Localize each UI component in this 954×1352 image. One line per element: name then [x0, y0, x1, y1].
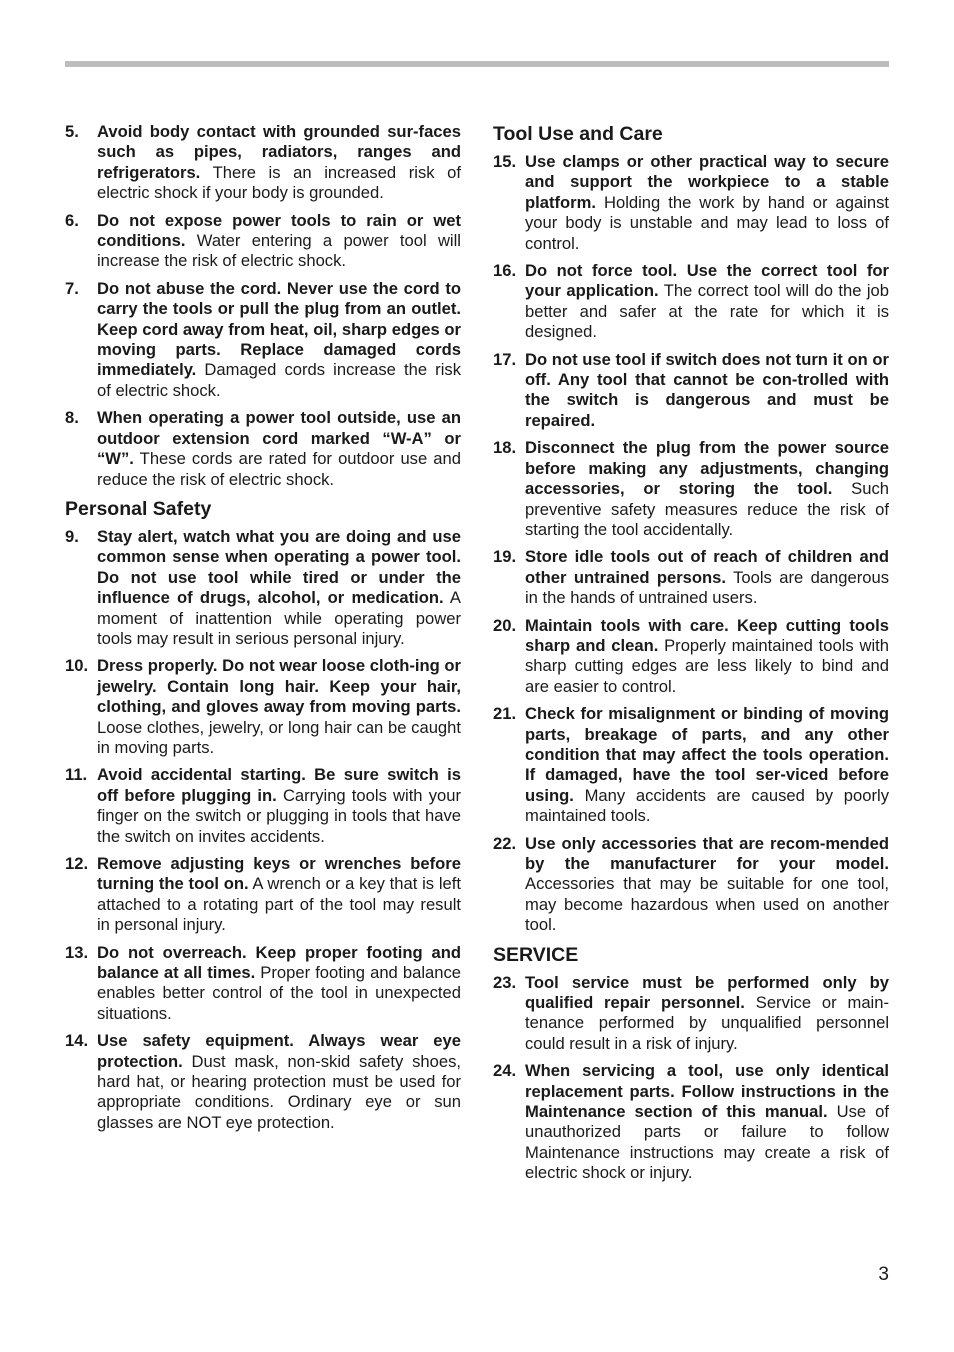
section-heading-service: SERVICE	[493, 943, 579, 966]
item-number: 7.	[65, 278, 79, 298]
right-items-bottom	[493, 973, 889, 1184]
item-bold-text: Maintain tools with care. Keep cutting tools sharp and clean.	[525, 615, 889, 655]
item-bold-text: Do not abuse the cord. Never use the cord to carry the tools or pull the plug from an outlet. Keep cord away from heat, oil, sharp edges or moving parts. Replace damaged cords immediately.	[97, 278, 461, 380]
list-item	[65, 527, 461, 649]
list-item	[65, 765, 461, 847]
item-number: 24.	[493, 1061, 517, 1081]
list-item	[65, 943, 461, 1025]
list-item	[493, 616, 889, 698]
item-bold-text: Avoid accidental starting. Be sure switch is off before plugging in.	[97, 765, 461, 805]
item-number: 21.	[493, 704, 517, 724]
item-number: 19.	[493, 547, 517, 567]
item-number: 9.	[65, 526, 79, 546]
item-number: 15.	[493, 152, 517, 171]
list-item	[493, 973, 889, 1055]
item-number: 8.	[65, 408, 79, 428]
list-item	[493, 834, 889, 936]
item-body-text: The correct tool will do the job better and safer at the rate for which it is designed.	[525, 281, 889, 342]
item-number: 17.	[493, 349, 517, 369]
list-item	[493, 547, 889, 608]
item-bold-text: Disconnect the plug from the power source before making any adjustments, changing accessories, or storing the tool.	[525, 438, 889, 499]
list-item	[493, 350, 889, 432]
item-number: 14.	[65, 1031, 89, 1051]
right-column	[493, 122, 889, 1191]
list-item	[65, 1031, 461, 1133]
item-number: 10.	[65, 656, 89, 676]
item-body-text: Properly maintained tools with sharp cutting edges are less likely to bind and are easier to control.	[525, 635, 889, 696]
item-bold-text: Do not overreach. Keep proper footing and balance at all times.	[97, 942, 461, 983]
list-item	[493, 261, 889, 343]
item-body-text: Such preventive safety measures reduce the risk of starting the tool accidentally.	[525, 479, 889, 539]
item-bold-text: Remove adjusting keys or wrenches before turning the tool on.	[97, 854, 461, 894]
item-body-text: These cords are rated for outdoor use and reduce the risk of electric shock.	[97, 449, 461, 489]
right-items-top	[493, 152, 889, 936]
item-body-text: Loose clothes, jewelry, or long hair can be caught in moving parts.	[97, 717, 461, 757]
item-bold-text: Dress properly. Do not wear loose cloth-ing or jewelry. Contain long hair. Keep your hair, clothing, and gloves away from moving parts.	[97, 656, 461, 717]
item-body-text: Use of unauthorized parts or failure to follow Maintenance instructions may create a risk of electric shock or injury.	[525, 1102, 889, 1183]
list-item	[493, 438, 889, 540]
item-body-text: A moment of inattention while operating power tools may result in serious personal injury.	[97, 588, 461, 648]
item-body-text: Service or main-tenance performed by unqualified personnel could result in a risk of injury.	[525, 993, 889, 1053]
list-item	[65, 854, 461, 936]
item-body-text: Damaged cords increase the risk of electric shock.	[97, 360, 461, 400]
list-item	[65, 656, 461, 758]
page-number: 3	[878, 1264, 889, 1285]
item-number: 11.	[65, 765, 88, 785]
item-body-text: Many accidents are caused by poorly maintained tools.	[525, 785, 889, 826]
item-bold-text: Avoid body contact with grounded sur-faces such as pipes, radiators, ranges and refrigerators.	[97, 122, 461, 182]
item-number: 6.	[65, 210, 79, 230]
item-bold-text: Use only accessories that are recom-mended by the manufacturer for your model.	[525, 833, 889, 873]
left-items-top	[65, 122, 461, 490]
item-number: 23.	[493, 972, 517, 992]
item-bold-text: Use clamps or other practical way to secure and support the workpiece to a stable platform.	[525, 152, 889, 212]
list-item	[65, 211, 461, 272]
item-number: 12.	[65, 854, 89, 873]
item-number: 5.	[65, 122, 79, 141]
list-item	[65, 279, 461, 401]
item-bold-text: Do not force tool. Use the correct tool for your application.	[525, 261, 889, 301]
item-bold-text: Use safety equipment. Always wear eye protection.	[97, 1031, 461, 1071]
section-heading-personal-safety: Personal Safety	[65, 497, 212, 520]
item-number: 16.	[493, 261, 517, 281]
item-body-text: Tools are dangerous in the hands of untrained users.	[525, 567, 889, 608]
list-item	[65, 408, 461, 490]
item-bold-text: Tool service must be performed only by qualified repair personnel.	[525, 972, 889, 1013]
item-number: 22.	[493, 833, 517, 853]
item-number: 18.	[493, 438, 517, 458]
item-body-text: Holding the work by hand or against your body is unstable and may lead to loss of control.	[525, 192, 889, 253]
item-body-text: Carrying tools with your finger on the switch or plugging in tools that have the switch on invites accidents.	[97, 785, 461, 846]
item-body-text: A wrench or a key that is left attached to a rotating part of the tool may result in personal injury.	[97, 874, 461, 935]
item-bold-text: When servicing a tool, use only identical replacement parts. Follow instructions in the Maintenance section of this manual.	[525, 1061, 889, 1122]
item-number: 13.	[65, 942, 89, 962]
item-bold-text: Do not use tool if switch does not turn it on or off. Any tool that cannot be con-trolled with the switch is dangerous and must be repaired.	[525, 349, 889, 430]
item-bold-text: Store idle tools out of reach of children and other untrained persons.	[525, 547, 889, 587]
list-item	[65, 122, 461, 204]
list-item	[493, 152, 889, 254]
item-number: 20.	[493, 615, 517, 635]
item-body-text: Dust mask, non-skid safety shoes, hard hat, or hearing protection must be used for appropriate conditions. Ordinary eye or sun glasses are NOT eye protection.	[97, 1051, 461, 1132]
item-body-text: Water entering a power tool will increase the risk of electric shock.	[97, 231, 461, 271]
item-bold-text: Stay alert, watch what you are doing and use common sense when operating a power tool. Do not use tool while tired or under the influence of drugs, alcohol, or medication.	[97, 526, 461, 608]
item-body-text: There is an increased risk of electric shock if your body is grounded.	[97, 162, 461, 203]
top-rule	[65, 61, 889, 67]
list-item	[493, 1061, 889, 1183]
item-body-text: Proper footing and balance enables better control of the tool in unexpected situations.	[97, 963, 461, 1023]
item-bold-text: Check for misalignment or binding of moving parts, breakage of parts, and any other condition that may affect the tools operation. If damaged, have the tool ser-viced before using.	[525, 704, 889, 805]
left-items-bottom	[65, 527, 461, 1133]
item-bold-text: Do not expose power tools to rain or wet conditions.	[97, 210, 461, 251]
item-bold-text: When operating a power tool outside, use an outdoor extension cord marked “W-A” or “W”.	[97, 408, 461, 469]
list-item	[493, 704, 889, 826]
section-heading-tool-use-and-care: Tool Use and Care	[493, 123, 663, 145]
left-column	[65, 122, 461, 1140]
item-body-text: Accessories that may be suitable for one tool, may become hazardous when used on another tool.	[525, 874, 889, 935]
